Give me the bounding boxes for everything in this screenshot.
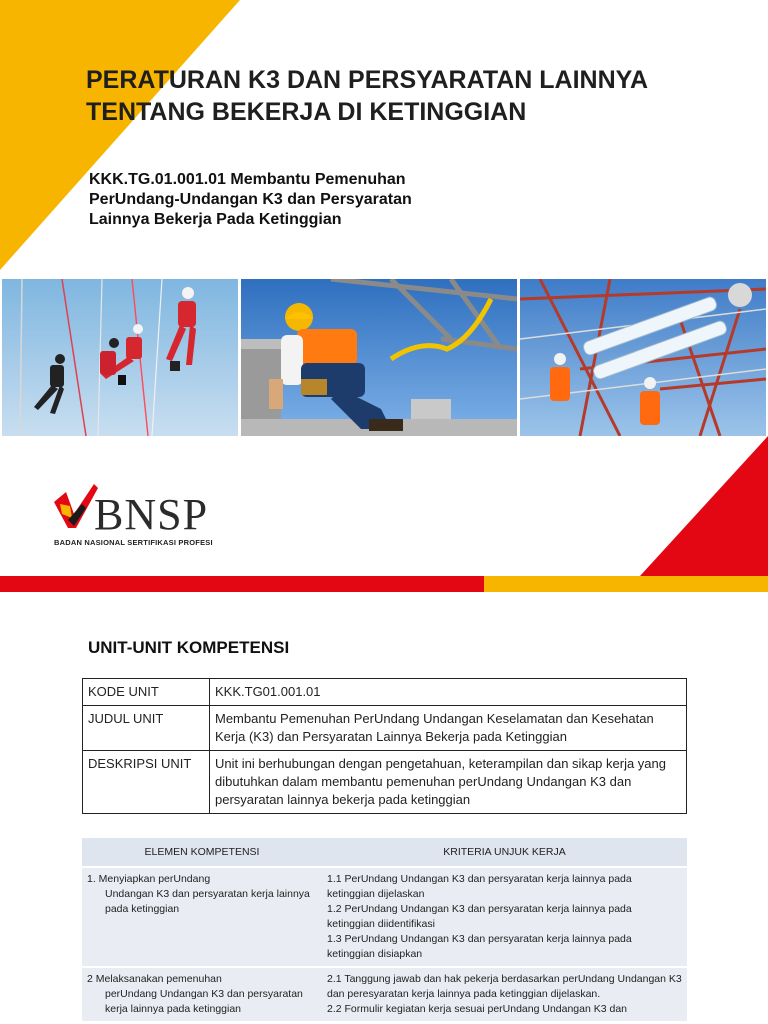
logo-tagline: BADAN NASIONAL SERTIFIKASI PROFESI	[54, 538, 213, 547]
kriteria-item: 2.1 Tanggung jawab dan hak pekerja berdasarkan perUndang Undangan K3 dan peresyaratan kerja lainnya pada ketinggian dijelaskan.	[327, 973, 682, 1000]
kriteria-item: 2.2 Formulir kegiatan kerja sesuai perUndang Undangan K3 dan	[327, 1003, 628, 1015]
slide-subtitle: KKK.TG.01.001.01 Membantu Pemenuhan PerUndang-Undangan K3 dan Persyaratan Lainnya Bekerja Pada Ketinggian	[89, 171, 412, 228]
elemen-cell	[82, 968, 322, 1021]
document-page	[0, 592, 768, 1024]
column-header: KRITERIA UNJUK KERJA	[322, 838, 687, 866]
elemen-title: 1. Menyiapkan perUndang	[87, 873, 211, 885]
kriteria-cell	[322, 968, 687, 1021]
table-header-row	[82, 838, 687, 866]
slide-title: PERATURAN K3 DAN PERSYARATAN LAINNYA TENTANG BEKERJA DI KETINGGIAN	[86, 66, 648, 126]
table-row	[83, 751, 687, 814]
red-footer-bar	[0, 576, 484, 592]
elemen-table	[82, 836, 687, 1023]
table-row	[82, 968, 687, 1021]
elemen-title-cont: Undangan K3 dan persyaratan kerja lainnya pada ketinggian	[105, 888, 310, 915]
elemen-title: 2 Melaksanakan pemenuhan	[87, 973, 222, 985]
elemen-title-cont: perUndang Undangan K3 dan persyaratan kerja lainnya pada ketinggian	[105, 988, 303, 1015]
kriteria-item: 1.2 PerUndang Undangan K3 dan persyaratan kerja lainnya pada ketinggian diidentifikasi	[327, 903, 632, 930]
photo-rope-access-workers	[2, 279, 238, 436]
unit-key: DESKRIPSI UNIT	[83, 751, 210, 814]
photo-tower-workers	[520, 279, 766, 436]
kriteria-item: 1.1 PerUndang Undangan K3 dan persyaratan kerja lainnya pada ketinggian dijelaskan	[327, 873, 632, 900]
unit-value: KKK.TG01.001.01	[210, 679, 687, 706]
table-row	[82, 868, 687, 966]
table-row	[83, 679, 687, 706]
unit-key: JUDUL UNIT	[83, 706, 210, 751]
elemen-cell	[82, 868, 322, 966]
red-corner-triangle	[640, 436, 768, 576]
kriteria-item: 1.3 PerUndang Undangan K3 dan persyaratan kerja lainnya pada ketinggian disiapkan	[327, 933, 632, 960]
table-row	[83, 706, 687, 751]
photo-harness-worker	[241, 279, 517, 436]
unit-table	[82, 678, 687, 814]
logo-name: BNSP	[94, 490, 209, 539]
column-header: ELEMEN KOMPETENSI	[82, 838, 322, 866]
kriteria-cell	[322, 868, 687, 966]
unit-key: KODE UNIT	[83, 679, 210, 706]
unit-value: Unit ini berhubungan dengan pengetahuan, keterampilan dan sikap kerja yang dibutuhkan dalam membantu pemenuhan perUndang Undangan K3 dan persyaratan lainnya bekerja pada ketinggian	[210, 751, 687, 814]
unit-value: Membantu Pemenuhan PerUndang Undangan Keselamatan dan Kesehatan Kerja (K3) dan Persyaratan Lainnya Bekerja pada Ketinggian	[210, 706, 687, 751]
yellow-footer-bar	[484, 576, 768, 592]
section-heading: UNIT-UNIT KOMPETENSI	[88, 638, 290, 657]
